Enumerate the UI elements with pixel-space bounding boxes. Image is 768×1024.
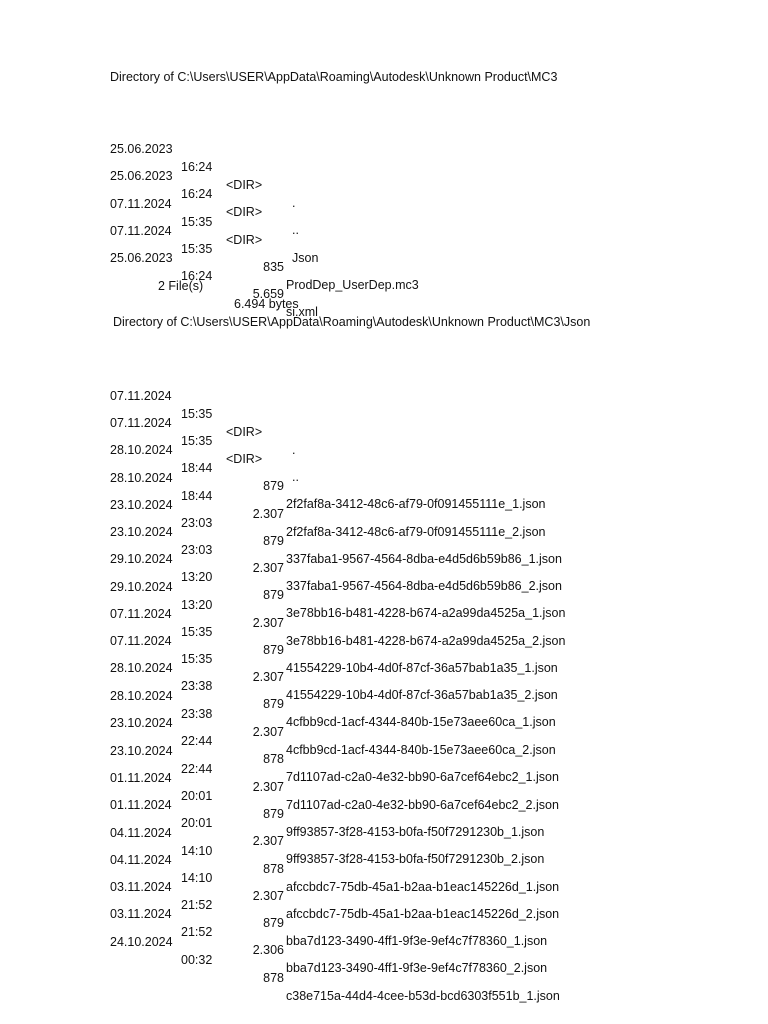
dir-marker: <DIR> bbox=[226, 452, 263, 466]
entry-name: bba7d123-3490-4ff1-9f3e-9ef4c7f78360_1.json bbox=[286, 934, 548, 948]
dir-marker: <DIR> bbox=[226, 233, 263, 247]
entry-date: 01.11.2024 bbox=[110, 771, 172, 785]
entry-date: 25.06.2023 bbox=[110, 142, 173, 156]
entry-name: .. bbox=[292, 470, 299, 484]
entry-size: 2.307 bbox=[252, 780, 284, 794]
entry-size: 879 bbox=[263, 916, 284, 930]
entry-size: 2.307 bbox=[252, 561, 284, 575]
entry-name: .. bbox=[292, 223, 299, 237]
directory-heading: Directory of C:\Users\USER\AppData\Roaming\Autodesk\Unknown Product\MC3\Json bbox=[113, 315, 591, 329]
entry-size: 879 bbox=[263, 588, 284, 602]
entry-name: ProdDep_UserDep.mc3 bbox=[286, 278, 419, 292]
entry-name: c38e715a-44d4-4cee-b53d-bcd6303f551b_1.json bbox=[286, 989, 560, 1003]
entry-date: 07.11.2024 bbox=[110, 389, 172, 403]
entry-name: 2f2faf8a-3412-48c6-af79-0f091455111e_2.json bbox=[286, 525, 546, 539]
entry-date: 28.10.2024 bbox=[110, 689, 173, 703]
entry-size: 2.307 bbox=[252, 507, 284, 521]
entry-name: Json bbox=[292, 251, 319, 265]
entry-name: 41554229-10b4-4d0f-87cf-36a57bab1a35_1.json bbox=[286, 661, 558, 675]
entry-date: 23.10.2024 bbox=[110, 525, 173, 539]
entry-name: 9ff93857-3f28-4153-b0fa-f50f7291230b_2.json bbox=[286, 852, 545, 866]
entry-date: 04.11.2024 bbox=[110, 853, 172, 867]
entry-time: 20:01 bbox=[181, 789, 213, 803]
entry-time: 15:35 bbox=[181, 242, 213, 256]
entry-size: 878 bbox=[263, 971, 284, 985]
entry-date: 07.11.2024 bbox=[110, 416, 172, 430]
total-bytes: 6.494 bytes bbox=[234, 297, 299, 311]
entry-size: 879 bbox=[263, 807, 284, 821]
file-count: 2 File(s) bbox=[158, 279, 204, 293]
entry-name: 7d1107ad-c2a0-4e32-bb90-6a7cef64ebc2_2.json bbox=[286, 798, 559, 812]
entry-date: 25.06.2023 bbox=[110, 169, 173, 183]
entry-name: 9ff93857-3f28-4153-b0fa-f50f7291230b_1.json bbox=[286, 825, 545, 839]
entry-date: 29.10.2024 bbox=[110, 552, 173, 566]
entry-name: . bbox=[292, 196, 296, 210]
entry-size: 2.307 bbox=[252, 616, 284, 630]
entry-date: 23.10.2024 bbox=[110, 498, 173, 512]
entry-date: 01.11.2024 bbox=[110, 798, 172, 812]
entry-time: 21:52 bbox=[181, 898, 213, 912]
dir-marker: <DIR> bbox=[226, 178, 263, 192]
entry-time: 18:44 bbox=[181, 489, 213, 503]
entry-name: 4cfbb9cd-1acf-4344-840b-15e73aee60ca_2.json bbox=[286, 743, 556, 757]
entry-name: si.xml bbox=[286, 305, 318, 319]
entry-time: 23:38 bbox=[181, 707, 213, 721]
entry-time: 13:20 bbox=[181, 570, 213, 584]
entry-date: 23.10.2024 bbox=[110, 716, 173, 730]
dir-marker: <DIR> bbox=[226, 425, 263, 439]
entry-time: 18:44 bbox=[181, 461, 213, 475]
entry-name: 41554229-10b4-4d0f-87cf-36a57bab1a35_2.json bbox=[286, 688, 558, 702]
entry-date: 07.11.2024 bbox=[110, 224, 172, 238]
entry-time: 15:35 bbox=[181, 652, 213, 666]
entry-size: 879 bbox=[263, 643, 284, 657]
entry-name: 3e78bb16-b481-4228-b674-a2a99da4525a_2.json bbox=[286, 634, 566, 648]
entry-date: 03.11.2024 bbox=[110, 907, 172, 921]
entry-date: 03.11.2024 bbox=[110, 880, 172, 894]
entry-name: afccbdc7-75db-45a1-b2aa-b1eac145226d_2.json bbox=[286, 907, 560, 921]
entry-date: 28.10.2024 bbox=[110, 443, 173, 457]
entry-size: 878 bbox=[263, 752, 284, 766]
entry-size: 2.307 bbox=[252, 834, 284, 848]
entry-time: 22:44 bbox=[181, 762, 213, 776]
entry-time: 22:44 bbox=[181, 734, 213, 748]
entry-time: 16:24 bbox=[181, 160, 213, 174]
entry-name: bba7d123-3490-4ff1-9f3e-9ef4c7f78360_2.json bbox=[286, 961, 548, 975]
entry-time: 15:35 bbox=[181, 407, 213, 421]
entry-size: 2.307 bbox=[252, 670, 284, 684]
entry-date: 28.10.2024 bbox=[110, 661, 173, 675]
entry-time: 21:52 bbox=[181, 925, 213, 939]
entry-date: 04.11.2024 bbox=[110, 826, 172, 840]
entry-size: 879 bbox=[263, 534, 284, 548]
entry-name: 337faba1-9567-4564-8dba-e4d5d6b59b86_2.json bbox=[286, 579, 562, 593]
entry-name: 2f2faf8a-3412-48c6-af79-0f091455111e_1.json bbox=[286, 497, 546, 511]
entry-name: 337faba1-9567-4564-8dba-e4d5d6b59b86_1.json bbox=[286, 552, 562, 566]
entry-size: 879 bbox=[263, 479, 284, 493]
entry-size: 5.659 bbox=[252, 287, 284, 301]
entry-name: 4cfbb9cd-1acf-4344-840b-15e73aee60ca_1.json bbox=[286, 715, 556, 729]
entry-date: 07.11.2024 bbox=[110, 634, 172, 648]
entry-time: 14:10 bbox=[181, 844, 213, 858]
entry-name: 7d1107ad-c2a0-4e32-bb90-6a7cef64ebc2_1.json bbox=[286, 770, 559, 784]
entry-name: . bbox=[292, 443, 296, 457]
entry-date: 07.11.2024 bbox=[110, 197, 172, 211]
entry-time: 15:35 bbox=[181, 625, 213, 639]
entry-time: 16:24 bbox=[181, 187, 213, 201]
entry-time: 20:01 bbox=[181, 816, 213, 830]
entry-size: 878 bbox=[263, 862, 284, 876]
entry-time: 23:03 bbox=[181, 516, 213, 530]
entry-date: 28.10.2024 bbox=[110, 471, 173, 485]
entry-time: 15:35 bbox=[181, 434, 213, 448]
entry-size: 879 bbox=[263, 697, 284, 711]
entry-date: 07.11.2024 bbox=[110, 607, 172, 621]
entry-time: 16:24 bbox=[181, 269, 213, 283]
entry-name: 3e78bb16-b481-4228-b674-a2a99da4525a_1.json bbox=[286, 606, 566, 620]
entry-time: 00:32 bbox=[181, 953, 213, 967]
dir-marker: <DIR> bbox=[226, 205, 263, 219]
entry-time: 14:10 bbox=[181, 871, 213, 885]
entry-time: 13:20 bbox=[181, 598, 213, 612]
entry-date: 24.10.2024 bbox=[110, 935, 173, 949]
entry-date: 25.06.2023 bbox=[110, 251, 173, 265]
entry-size: 2.306 bbox=[252, 943, 284, 957]
entry-size: 835 bbox=[263, 260, 284, 274]
entry-date: 23.10.2024 bbox=[110, 744, 173, 758]
entry-date: 29.10.2024 bbox=[110, 580, 173, 594]
entry-name: afccbdc7-75db-45a1-b2aa-b1eac145226d_1.json bbox=[286, 880, 560, 894]
entry-time: 23:03 bbox=[181, 543, 213, 557]
entry-size: 2.307 bbox=[252, 889, 284, 903]
entry-size: 2.307 bbox=[252, 725, 284, 739]
directory-heading: Directory of C:\Users\USER\AppData\Roaming\Autodesk\Unknown Product\MC3 bbox=[110, 70, 558, 84]
entry-time: 15:35 bbox=[181, 215, 213, 229]
entry-time: 23:38 bbox=[181, 679, 213, 693]
